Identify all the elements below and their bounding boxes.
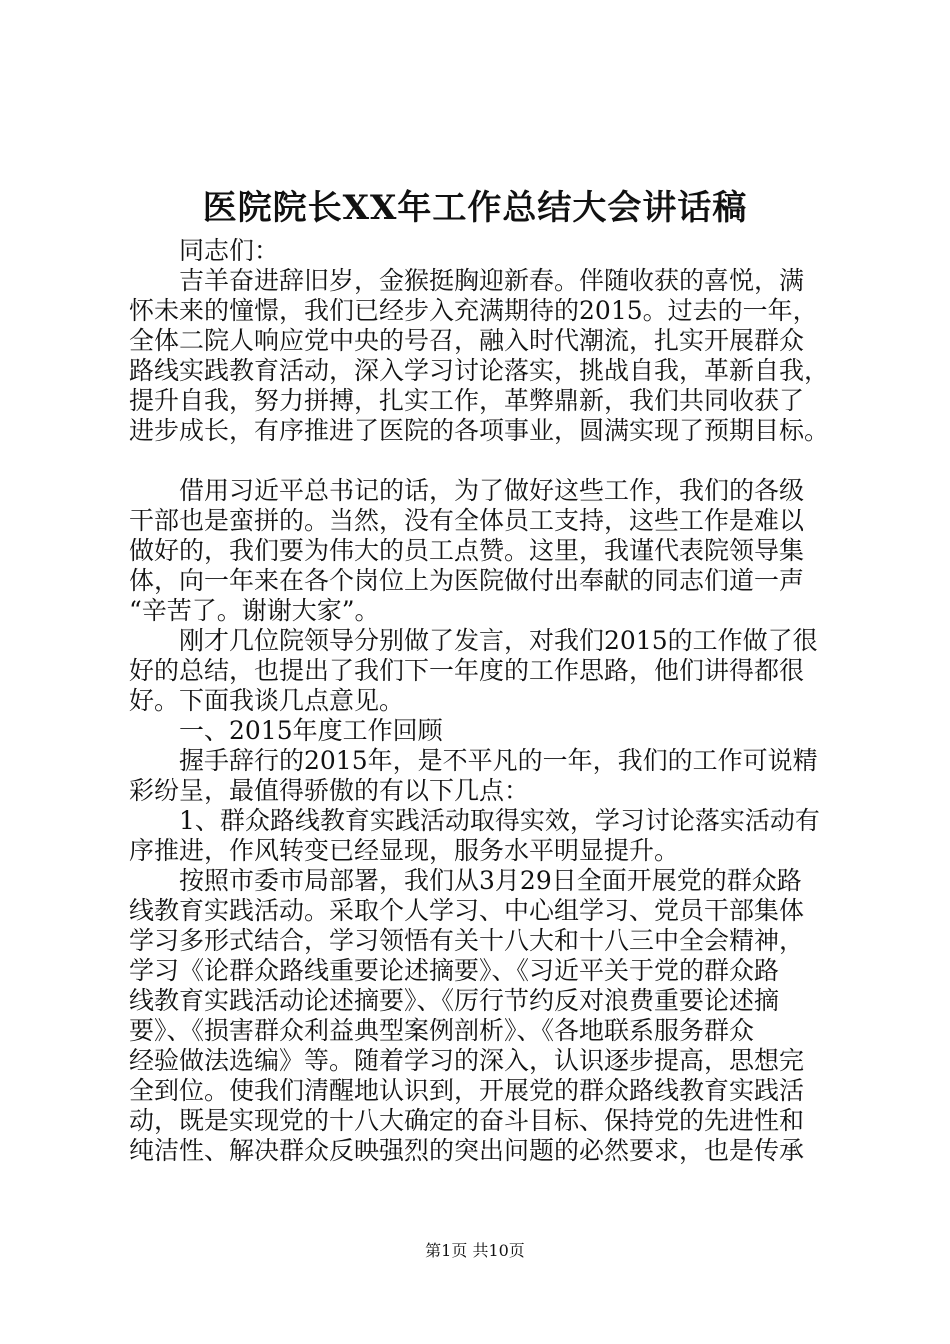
text-line: 握手辞行的2015年，是不平凡的一年，我们的工作可说精 [129,746,818,775]
text-line: 纯洁性、解决群众反映强烈的突出问题的必然要求，也是传承 [129,1136,805,1165]
text-line: 做好的，我们要为伟大的员工点赞。这里，我谨代表院领导集 [129,536,805,565]
page-number-footer: 第1页 共10页 [425,1241,525,1260]
paragraph [129,866,829,1166]
text-line: 刚才几位院领导分别做了发言，对我们2015的工作做了很 [129,626,818,655]
text-line: 学习《论群众路线重要论述摘要》、《习近平关于党的群众路 [129,956,780,985]
text-line: 体，向一年来在各个岗位上为医院做付出奉献的同志们道一声 [129,566,805,595]
text-line: 怀未来的憧憬，我们已经步入充满期待的2015。过去的一年， [129,296,818,325]
text-line: 同志们： [129,236,280,265]
text-line: 动，既是实现党的十八大确定的奋斗目标、保持党的先进性和 [129,1106,805,1135]
paragraph [129,746,829,806]
paragraph [129,476,829,626]
paragraph [129,626,829,716]
text-line: 按照市委市局部署，我们从3月29日全面开展党的群众路 [129,866,802,895]
text-line: 路线实践教育活动，深入学习讨论落实，挑战自我，革新自我， [129,356,830,385]
text-line: 进步成长，有序推进了医院的各项事业，圆满实现了预期目标。 [129,416,830,445]
text-line: 1、群众路线教育实践活动取得实效，学习讨论落实活动有 [129,806,820,835]
text-line: 线教育实践活动。采取个人学习、中心组学习、党员干部集体 [129,896,805,925]
text-line: 吉羊奋进辞旧岁，金猴挺胸迎新春。伴随收获的喜悦，满 [129,266,805,295]
text-line: 一、2015年度工作回顾 [129,716,443,745]
text-line: 提升自我，努力拼搏，扎实工作，革弊鼎新，我们共同收获了 [129,386,805,415]
section-heading [129,716,829,746]
text-line: “辛苦了。谢谢大家”。 [129,596,380,625]
text-line: 经验做法选编》等。随着学习的深入，认识逐步提高，思想完 [129,1046,805,1075]
paragraph [129,236,829,266]
document-body [129,236,829,1166]
document-title: 医院院长XX年工作总结大会讲话稿 [202,188,748,228]
text-line: 要》、《损害群众利益典型案例剖析》、《各地联系服务群众 [129,1016,755,1045]
paragraph-gap [129,446,829,476]
text-line: 彩纷呈，最值得骄傲的有以下几点： [129,776,530,805]
text-line: 学习多形式结合，学习领悟有关十八大和十八三中全会精神， [129,926,805,955]
text-line: 干部也是蛮拼的。当然，没有全体员工支持，这些工作是难以 [129,506,805,535]
text-line: 序推进，作风转变已经显现，服务水平明显提升。 [129,836,680,865]
text-line: 线教育实践活动论述摘要》、《厉行节约反对浪费重要论述摘 [129,986,780,1015]
paragraph [129,806,829,866]
text-line: 全到位。使我们清醒地认识到，开展党的群众路线教育实践活 [129,1076,805,1105]
paragraph [129,266,829,446]
text-line: 好的总结，也提出了我们下一年度的工作思路，他们讲得都很 [129,656,805,685]
text-line: 借用习近平总书记的话，为了做好这些工作，我们的各级 [129,476,805,505]
text-line: 全体二院人响应党中央的号召，融入时代潮流，扎实开展群众 [129,326,805,355]
text-line: 好。下面我谈几点意见。 [129,686,405,715]
